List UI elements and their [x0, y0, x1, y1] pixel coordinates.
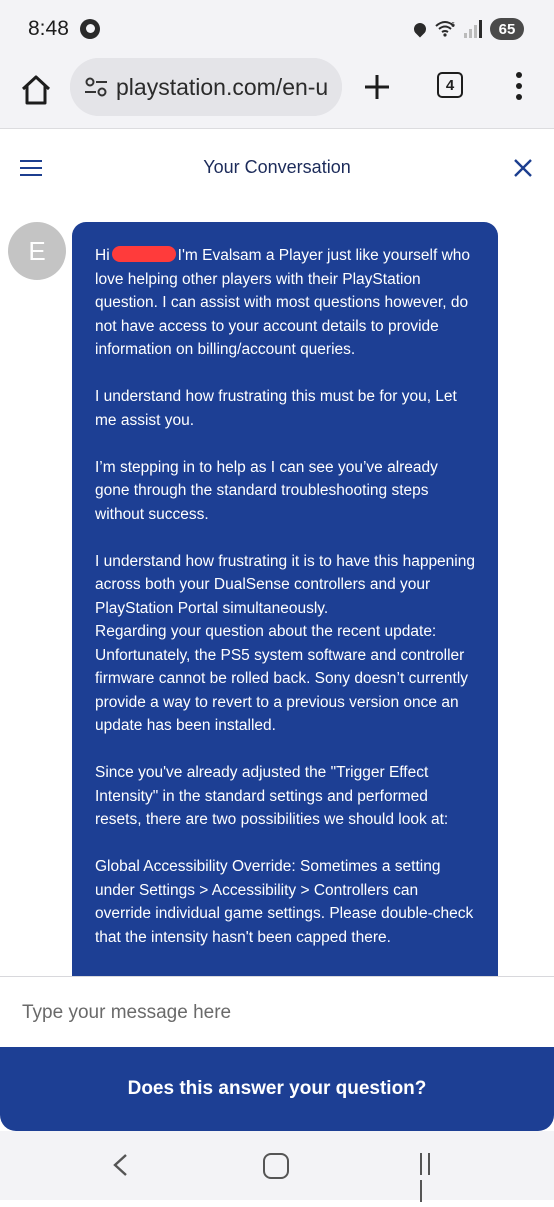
site-settings-icon[interactable]	[84, 76, 108, 98]
close-icon[interactable]	[512, 157, 534, 179]
network-label: 6	[451, 22, 455, 29]
home-icon[interactable]	[18, 72, 54, 108]
message-input[interactable]	[20, 995, 524, 1031]
answer-feedback-button[interactable]: Does this answer your question?	[0, 1047, 554, 1131]
tab-switcher-button[interactable]: 4	[437, 72, 463, 98]
paragraph-4a: I understand how frustrating it is to have this happening across both your DualSense controllers and your PlayStation Portal simultaneously.	[95, 552, 475, 617]
intro-text: I'm Evalsam a Player just like yourself who love helping other players with their PlayStation question. I can assist with most questions however, do not have access to your account details to provide information on billing/account queries.	[95, 247, 471, 358]
page-title: Your Conversation	[203, 157, 351, 177]
browser-toolbar	[0, 58, 554, 129]
redacted-name	[112, 246, 176, 262]
message-composer	[0, 976, 554, 1047]
paragraph-3: I’m stepping in to help as I can see you’ve already gone through the standard troubleshooting steps without success.	[95, 458, 438, 523]
status-bar	[0, 0, 554, 58]
location-icon	[412, 21, 429, 38]
url-text: playstation.com/en-u	[116, 74, 329, 100]
chat-header	[0, 129, 554, 207]
more-menu-icon[interactable]	[514, 72, 524, 102]
paragraph-4b: Regarding your question about the recent update: Unfortunately, the PS5 system software and controller firmware cannot be rolled back. Sony doesn’t currently provide a way to revert to a previous version once an update has been installed.	[95, 623, 469, 734]
wifi-icon	[434, 20, 456, 38]
system-nav-bar	[0, 1131, 554, 1200]
paragraph-5: Since you've already adjusted the "Trigger Effect Intensity" in the standard settings and performed resets, there are two possibilities we should look at:	[95, 764, 449, 828]
recent-apps-icon[interactable]	[420, 1153, 442, 1175]
signal-icon	[464, 20, 482, 38]
greeting: Hi	[95, 247, 110, 264]
paragraph-6: Global Accessibility Override: Sometimes a setting under Settings > Accessibility > Controllers can override individual game settings. Please double-check that the intensity hasn't been capped there.	[95, 858, 474, 946]
new-tab-icon[interactable]	[362, 72, 392, 102]
paragraph-2: I understand how frustrating this must be for you, Let me assist you.	[95, 388, 457, 429]
agent-message-bubble	[72, 222, 498, 982]
dnd-icon	[80, 19, 100, 39]
url-field[interactable]	[70, 58, 342, 116]
home-nav-icon[interactable]	[263, 1153, 289, 1179]
agent-avatar: E	[8, 222, 66, 280]
battery-indicator: 65	[490, 18, 524, 40]
back-icon[interactable]	[110, 1153, 130, 1177]
message-text	[72, 222, 498, 949]
status-indicators	[414, 16, 524, 42]
status-time: 8:48	[28, 17, 69, 40]
